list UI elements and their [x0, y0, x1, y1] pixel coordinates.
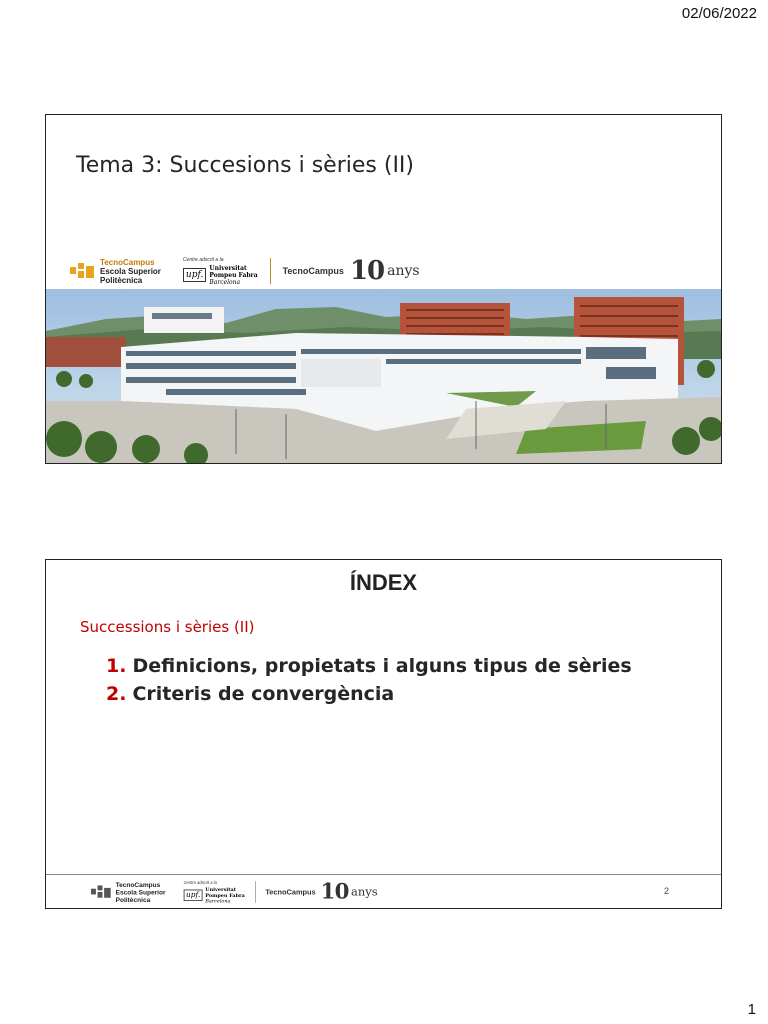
logo-bar [70, 253, 420, 289]
slide-number: 2 [663, 886, 669, 896]
tecnocampus-anniversary-text: TecnoCampus [265, 887, 316, 897]
tecnocampus-anniversary-text: TecnoCampus [282, 266, 344, 276]
slide-2 [45, 559, 722, 909]
list-item: 1. Definicions, propietats i alguns tipus de sèries [106, 655, 632, 677]
anys-text: anys [387, 263, 420, 279]
footer-divider [46, 874, 721, 875]
footer-logo-bar [91, 881, 378, 904]
upf-logo: Centre adscrit a la upf. Universitat Pompeu Fabra Barcelona [182, 256, 258, 286]
slide-title: Tema 3: Succesions i sèries (II) [76, 153, 415, 178]
campus-photo [46, 289, 721, 464]
logo-divider [255, 881, 256, 902]
ten-years-logo: 10 [320, 879, 349, 905]
tecnocampus-text: TecnoCampus Escola Superior Politècnica [115, 880, 166, 904]
page-number: 1 [747, 1001, 756, 1018]
index-list [106, 652, 632, 708]
tecnocampus-logo-icon [91, 885, 111, 898]
tecnocampus-text: TecnoCampus Escola Superior Politècnica [100, 257, 161, 285]
logo-divider [270, 258, 271, 284]
tecnocampus-logo-icon [70, 263, 94, 279]
slide-1 [45, 114, 722, 464]
page-date: 02/06/2022 [681, 5, 757, 22]
list-item: 2. Criteris de convergència [106, 683, 395, 705]
index-subtitle: Successions i sèries (II) [80, 618, 255, 636]
ten-years-logo: 10 [349, 256, 385, 286]
upf-logo: Centre adscrit a la upf. Universitat Pompeu Fabra Barcelona [183, 880, 245, 904]
index-title: ÍNDEX [349, 570, 418, 595]
anys-text: anys [351, 885, 378, 899]
